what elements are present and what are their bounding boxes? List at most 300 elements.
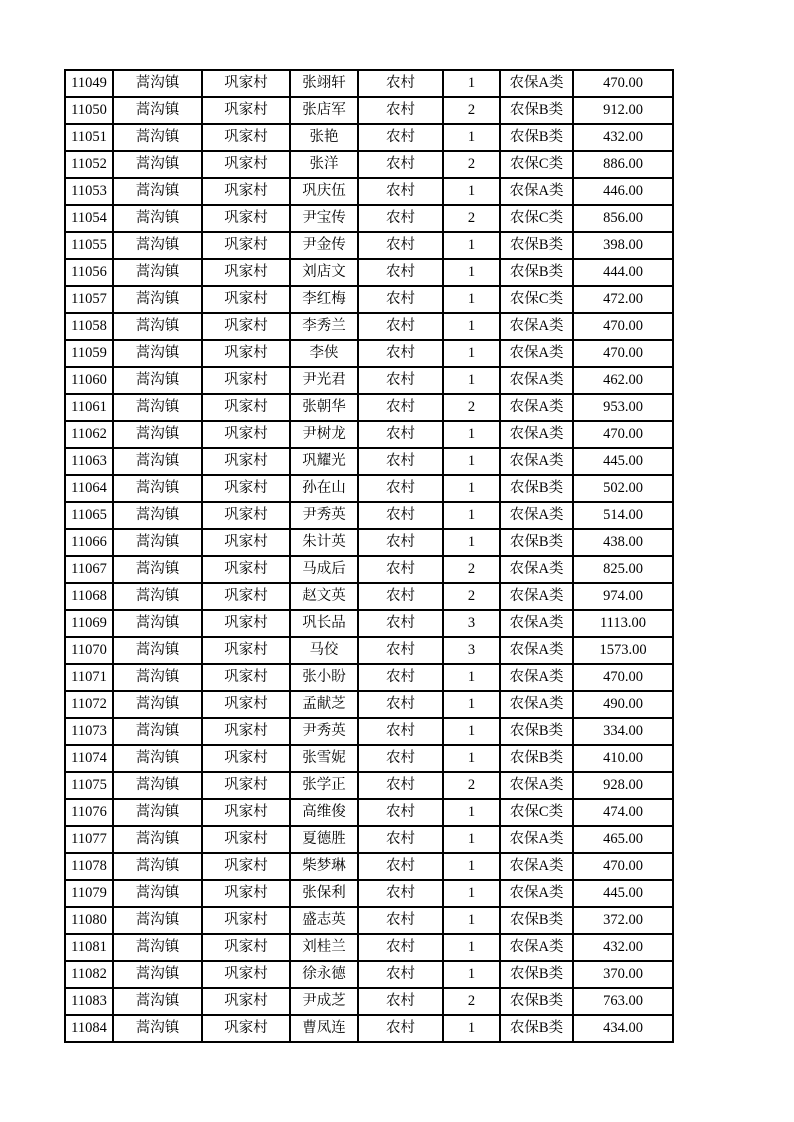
cell-name: 柴梦琳 [290, 853, 358, 880]
cell-insurance-type: 农保B类 [500, 259, 573, 286]
cell-insurance-type: 农保A类 [500, 340, 573, 367]
cell-id: 11054 [65, 205, 113, 232]
cell-category: 农村 [358, 664, 443, 691]
cell-category: 农村 [358, 502, 443, 529]
cell-village: 巩家村 [202, 934, 290, 961]
cell-category: 农村 [358, 313, 443, 340]
cell-name: 李秀兰 [290, 313, 358, 340]
cell-amount: 434.00 [573, 1015, 673, 1042]
cell-category: 农村 [358, 205, 443, 232]
cell-name: 张朝华 [290, 394, 358, 421]
table-row [65, 907, 673, 934]
cell-name: 孟献芝 [290, 691, 358, 718]
cell-count: 1 [443, 853, 500, 880]
cell-id: 11068 [65, 583, 113, 610]
cell-id: 11057 [65, 286, 113, 313]
cell-insurance-type: 农保A类 [500, 610, 573, 637]
cell-village: 巩家村 [202, 232, 290, 259]
cell-count: 3 [443, 610, 500, 637]
cell-village: 巩家村 [202, 259, 290, 286]
cell-village: 巩家村 [202, 529, 290, 556]
cell-town: 蒿沟镇 [113, 448, 202, 475]
cell-name: 尹秀英 [290, 718, 358, 745]
cell-amount: 372.00 [573, 907, 673, 934]
cell-amount: 470.00 [573, 313, 673, 340]
cell-count: 1 [443, 502, 500, 529]
records-table [64, 69, 674, 1043]
cell-town: 蒿沟镇 [113, 259, 202, 286]
cell-insurance-type: 农保A类 [500, 394, 573, 421]
cell-id: 11055 [65, 232, 113, 259]
cell-village: 巩家村 [202, 205, 290, 232]
cell-town: 蒿沟镇 [113, 637, 202, 664]
cell-amount: 398.00 [573, 232, 673, 259]
cell-insurance-type: 农保A类 [500, 313, 573, 340]
table-row [65, 340, 673, 367]
cell-town: 蒿沟镇 [113, 529, 202, 556]
cell-name: 巩长品 [290, 610, 358, 637]
cell-town: 蒿沟镇 [113, 232, 202, 259]
cell-name: 朱计英 [290, 529, 358, 556]
table-row [65, 367, 673, 394]
table-row [65, 718, 673, 745]
cell-category: 农村 [358, 421, 443, 448]
cell-insurance-type: 农保A类 [500, 367, 573, 394]
cell-id: 11049 [65, 70, 113, 97]
cell-town: 蒿沟镇 [113, 745, 202, 772]
cell-id: 11074 [65, 745, 113, 772]
table-row [65, 178, 673, 205]
cell-amount: 1573.00 [573, 637, 673, 664]
cell-name: 尹光君 [290, 367, 358, 394]
cell-count: 1 [443, 691, 500, 718]
cell-village: 巩家村 [202, 961, 290, 988]
cell-count: 2 [443, 394, 500, 421]
cell-amount: 886.00 [573, 151, 673, 178]
cell-town: 蒿沟镇 [113, 961, 202, 988]
cell-amount: 514.00 [573, 502, 673, 529]
cell-village: 巩家村 [202, 124, 290, 151]
table-row [65, 232, 673, 259]
table-row [65, 259, 673, 286]
cell-name: 刘桂兰 [290, 934, 358, 961]
cell-name: 张洋 [290, 151, 358, 178]
cell-count: 1 [443, 448, 500, 475]
table-row [65, 880, 673, 907]
cell-category: 农村 [358, 853, 443, 880]
cell-insurance-type: 农保C类 [500, 151, 573, 178]
cell-amount: 953.00 [573, 394, 673, 421]
cell-count: 1 [443, 475, 500, 502]
cell-amount: 1113.00 [573, 610, 673, 637]
cell-name: 巩耀光 [290, 448, 358, 475]
cell-id: 11066 [65, 529, 113, 556]
cell-amount: 472.00 [573, 286, 673, 313]
cell-id: 11081 [65, 934, 113, 961]
cell-id: 11073 [65, 718, 113, 745]
cell-count: 2 [443, 97, 500, 124]
cell-name: 张学正 [290, 772, 358, 799]
cell-village: 巩家村 [202, 178, 290, 205]
cell-town: 蒿沟镇 [113, 772, 202, 799]
cell-village: 巩家村 [202, 691, 290, 718]
cell-name: 夏德胜 [290, 826, 358, 853]
cell-amount: 490.00 [573, 691, 673, 718]
cell-id: 11062 [65, 421, 113, 448]
cell-id: 11059 [65, 340, 113, 367]
cell-village: 巩家村 [202, 421, 290, 448]
cell-count: 2 [443, 988, 500, 1015]
cell-count: 1 [443, 286, 500, 313]
cell-insurance-type: 农保A类 [500, 880, 573, 907]
cell-town: 蒿沟镇 [113, 70, 202, 97]
cell-count: 2 [443, 583, 500, 610]
cell-category: 农村 [358, 907, 443, 934]
cell-count: 1 [443, 313, 500, 340]
cell-amount: 370.00 [573, 961, 673, 988]
cell-insurance-type: 农保A类 [500, 421, 573, 448]
cell-town: 蒿沟镇 [113, 313, 202, 340]
cell-amount: 465.00 [573, 826, 673, 853]
cell-category: 农村 [358, 745, 443, 772]
cell-id: 11058 [65, 313, 113, 340]
cell-town: 蒿沟镇 [113, 421, 202, 448]
table-row [65, 394, 673, 421]
cell-category: 农村 [358, 286, 443, 313]
cell-id: 11084 [65, 1015, 113, 1042]
cell-id: 11078 [65, 853, 113, 880]
cell-category: 农村 [358, 637, 443, 664]
cell-name: 刘店文 [290, 259, 358, 286]
cell-town: 蒿沟镇 [113, 826, 202, 853]
cell-category: 农村 [358, 475, 443, 502]
cell-village: 巩家村 [202, 475, 290, 502]
cell-town: 蒿沟镇 [113, 691, 202, 718]
cell-name: 张小盼 [290, 664, 358, 691]
records-table-body [65, 70, 673, 1042]
cell-count: 1 [443, 907, 500, 934]
cell-village: 巩家村 [202, 286, 290, 313]
cell-amount: 445.00 [573, 880, 673, 907]
table-row [65, 286, 673, 313]
cell-insurance-type: 农保B类 [500, 475, 573, 502]
cell-category: 农村 [358, 367, 443, 394]
cell-village: 巩家村 [202, 583, 290, 610]
table-row [65, 772, 673, 799]
cell-id: 11061 [65, 394, 113, 421]
cell-id: 11080 [65, 907, 113, 934]
cell-insurance-type: 农保B类 [500, 1015, 573, 1042]
cell-category: 农村 [358, 799, 443, 826]
table-row [65, 934, 673, 961]
cell-name: 徐永德 [290, 961, 358, 988]
cell-insurance-type: 农保A类 [500, 853, 573, 880]
cell-village: 巩家村 [202, 394, 290, 421]
cell-category: 农村 [358, 97, 443, 124]
cell-amount: 470.00 [573, 340, 673, 367]
cell-amount: 912.00 [573, 97, 673, 124]
cell-village: 巩家村 [202, 853, 290, 880]
cell-amount: 763.00 [573, 988, 673, 1015]
cell-id: 11079 [65, 880, 113, 907]
cell-id: 11083 [65, 988, 113, 1015]
cell-name: 高维俊 [290, 799, 358, 826]
cell-id: 11077 [65, 826, 113, 853]
cell-town: 蒿沟镇 [113, 151, 202, 178]
cell-count: 1 [443, 664, 500, 691]
cell-insurance-type: 农保A类 [500, 691, 573, 718]
table-row [65, 448, 673, 475]
cell-insurance-type: 农保B类 [500, 718, 573, 745]
cell-name: 李红梅 [290, 286, 358, 313]
table-row [65, 205, 673, 232]
cell-village: 巩家村 [202, 448, 290, 475]
table-row [65, 799, 673, 826]
cell-count: 1 [443, 421, 500, 448]
cell-id: 11071 [65, 664, 113, 691]
cell-category: 农村 [358, 1015, 443, 1042]
cell-category: 农村 [358, 934, 443, 961]
cell-town: 蒿沟镇 [113, 907, 202, 934]
cell-town: 蒿沟镇 [113, 988, 202, 1015]
cell-village: 巩家村 [202, 988, 290, 1015]
cell-count: 1 [443, 259, 500, 286]
cell-town: 蒿沟镇 [113, 934, 202, 961]
cell-amount: 446.00 [573, 178, 673, 205]
cell-category: 农村 [358, 529, 443, 556]
cell-name: 李侠 [290, 340, 358, 367]
cell-village: 巩家村 [202, 826, 290, 853]
cell-name: 张店军 [290, 97, 358, 124]
cell-amount: 334.00 [573, 718, 673, 745]
cell-count: 1 [443, 799, 500, 826]
cell-town: 蒿沟镇 [113, 178, 202, 205]
cell-category: 农村 [358, 259, 443, 286]
table-row [65, 313, 673, 340]
cell-insurance-type: 农保C类 [500, 205, 573, 232]
cell-village: 巩家村 [202, 151, 290, 178]
cell-amount: 825.00 [573, 556, 673, 583]
cell-town: 蒿沟镇 [113, 880, 202, 907]
cell-insurance-type: 农保B类 [500, 907, 573, 934]
cell-town: 蒿沟镇 [113, 1015, 202, 1042]
cell-amount: 438.00 [573, 529, 673, 556]
cell-village: 巩家村 [202, 772, 290, 799]
cell-count: 1 [443, 745, 500, 772]
cell-category: 农村 [358, 178, 443, 205]
cell-town: 蒿沟镇 [113, 610, 202, 637]
cell-village: 巩家村 [202, 637, 290, 664]
cell-town: 蒿沟镇 [113, 664, 202, 691]
cell-category: 农村 [358, 583, 443, 610]
cell-name: 张保利 [290, 880, 358, 907]
cell-amount: 856.00 [573, 205, 673, 232]
cell-village: 巩家村 [202, 97, 290, 124]
cell-amount: 444.00 [573, 259, 673, 286]
cell-amount: 974.00 [573, 583, 673, 610]
cell-amount: 410.00 [573, 745, 673, 772]
cell-name: 尹秀英 [290, 502, 358, 529]
cell-name: 赵文英 [290, 583, 358, 610]
cell-count: 1 [443, 367, 500, 394]
cell-category: 农村 [358, 961, 443, 988]
cell-amount: 474.00 [573, 799, 673, 826]
cell-insurance-type: 农保B类 [500, 124, 573, 151]
table-row [65, 691, 673, 718]
cell-count: 1 [443, 880, 500, 907]
table-row [65, 610, 673, 637]
cell-insurance-type: 农保A类 [500, 583, 573, 610]
cell-id: 11051 [65, 124, 113, 151]
cell-count: 2 [443, 205, 500, 232]
cell-town: 蒿沟镇 [113, 583, 202, 610]
table-row [65, 124, 673, 151]
cell-name: 尹宝传 [290, 205, 358, 232]
cell-village: 巩家村 [202, 1015, 290, 1042]
cell-category: 农村 [358, 988, 443, 1015]
cell-insurance-type: 农保A类 [500, 448, 573, 475]
cell-category: 农村 [358, 556, 443, 583]
cell-category: 农村 [358, 880, 443, 907]
cell-category: 农村 [358, 70, 443, 97]
cell-name: 尹树龙 [290, 421, 358, 448]
cell-id: 11075 [65, 772, 113, 799]
cell-insurance-type: 农保A类 [500, 178, 573, 205]
table-row [65, 988, 673, 1015]
cell-id: 11052 [65, 151, 113, 178]
cell-id: 11070 [65, 637, 113, 664]
table-row [65, 475, 673, 502]
cell-category: 农村 [358, 718, 443, 745]
cell-village: 巩家村 [202, 313, 290, 340]
cell-count: 2 [443, 151, 500, 178]
cell-id: 11050 [65, 97, 113, 124]
cell-insurance-type: 农保B类 [500, 529, 573, 556]
cell-name: 张艳 [290, 124, 358, 151]
cell-id: 11065 [65, 502, 113, 529]
cell-insurance-type: 农保A类 [500, 772, 573, 799]
cell-name: 马佼 [290, 637, 358, 664]
cell-village: 巩家村 [202, 367, 290, 394]
cell-id: 11082 [65, 961, 113, 988]
cell-id: 11072 [65, 691, 113, 718]
table-row [65, 1015, 673, 1042]
cell-category: 农村 [358, 691, 443, 718]
cell-insurance-type: 农保A类 [500, 70, 573, 97]
cell-town: 蒿沟镇 [113, 367, 202, 394]
cell-category: 农村 [358, 610, 443, 637]
cell-insurance-type: 农保C类 [500, 286, 573, 313]
cell-town: 蒿沟镇 [113, 394, 202, 421]
cell-village: 巩家村 [202, 70, 290, 97]
cell-category: 农村 [358, 124, 443, 151]
cell-name: 曹凤连 [290, 1015, 358, 1042]
table-row [65, 853, 673, 880]
table-row [65, 502, 673, 529]
cell-name: 张雪妮 [290, 745, 358, 772]
cell-category: 农村 [358, 448, 443, 475]
cell-count: 2 [443, 772, 500, 799]
cell-id: 11067 [65, 556, 113, 583]
cell-insurance-type: 农保B类 [500, 988, 573, 1015]
cell-category: 农村 [358, 394, 443, 421]
cell-town: 蒿沟镇 [113, 556, 202, 583]
table-row [65, 529, 673, 556]
cell-insurance-type: 农保A类 [500, 556, 573, 583]
cell-id: 11076 [65, 799, 113, 826]
cell-name: 马成后 [290, 556, 358, 583]
cell-category: 农村 [358, 340, 443, 367]
cell-name: 巩庆伍 [290, 178, 358, 205]
cell-village: 巩家村 [202, 799, 290, 826]
cell-village: 巩家村 [202, 340, 290, 367]
table-row [65, 583, 673, 610]
cell-insurance-type: 农保A类 [500, 502, 573, 529]
cell-id: 11069 [65, 610, 113, 637]
cell-town: 蒿沟镇 [113, 502, 202, 529]
cell-amount: 445.00 [573, 448, 673, 475]
cell-village: 巩家村 [202, 745, 290, 772]
table-row [65, 556, 673, 583]
cell-insurance-type: 农保A类 [500, 826, 573, 853]
cell-insurance-type: 农保B类 [500, 961, 573, 988]
table-row [65, 826, 673, 853]
cell-town: 蒿沟镇 [113, 475, 202, 502]
cell-count: 1 [443, 1015, 500, 1042]
cell-insurance-type: 农保C类 [500, 799, 573, 826]
cell-id: 11056 [65, 259, 113, 286]
cell-amount: 470.00 [573, 421, 673, 448]
cell-count: 2 [443, 556, 500, 583]
cell-category: 农村 [358, 772, 443, 799]
cell-count: 1 [443, 961, 500, 988]
cell-insurance-type: 农保B类 [500, 745, 573, 772]
cell-amount: 928.00 [573, 772, 673, 799]
cell-village: 巩家村 [202, 502, 290, 529]
cell-town: 蒿沟镇 [113, 853, 202, 880]
cell-insurance-type: 农保B类 [500, 97, 573, 124]
cell-count: 1 [443, 718, 500, 745]
cell-name: 尹金传 [290, 232, 358, 259]
cell-village: 巩家村 [202, 907, 290, 934]
cell-town: 蒿沟镇 [113, 799, 202, 826]
cell-town: 蒿沟镇 [113, 205, 202, 232]
table-row [65, 664, 673, 691]
cell-amount: 470.00 [573, 853, 673, 880]
cell-village: 巩家村 [202, 556, 290, 583]
cell-insurance-type: 农保A类 [500, 637, 573, 664]
cell-amount: 502.00 [573, 475, 673, 502]
table-row [65, 637, 673, 664]
cell-village: 巩家村 [202, 610, 290, 637]
table-row [65, 151, 673, 178]
cell-name: 张翊轩 [290, 70, 358, 97]
cell-name: 尹成芝 [290, 988, 358, 1015]
table-row [65, 70, 673, 97]
cell-insurance-type: 农保A类 [500, 934, 573, 961]
cell-amount: 470.00 [573, 70, 673, 97]
cell-name: 盛志英 [290, 907, 358, 934]
cell-amount: 470.00 [573, 664, 673, 691]
cell-town: 蒿沟镇 [113, 124, 202, 151]
table-row [65, 961, 673, 988]
cell-insurance-type: 农保A类 [500, 664, 573, 691]
cell-category: 农村 [358, 826, 443, 853]
cell-name: 孙在山 [290, 475, 358, 502]
cell-count: 1 [443, 340, 500, 367]
cell-village: 巩家村 [202, 880, 290, 907]
cell-count: 1 [443, 178, 500, 205]
